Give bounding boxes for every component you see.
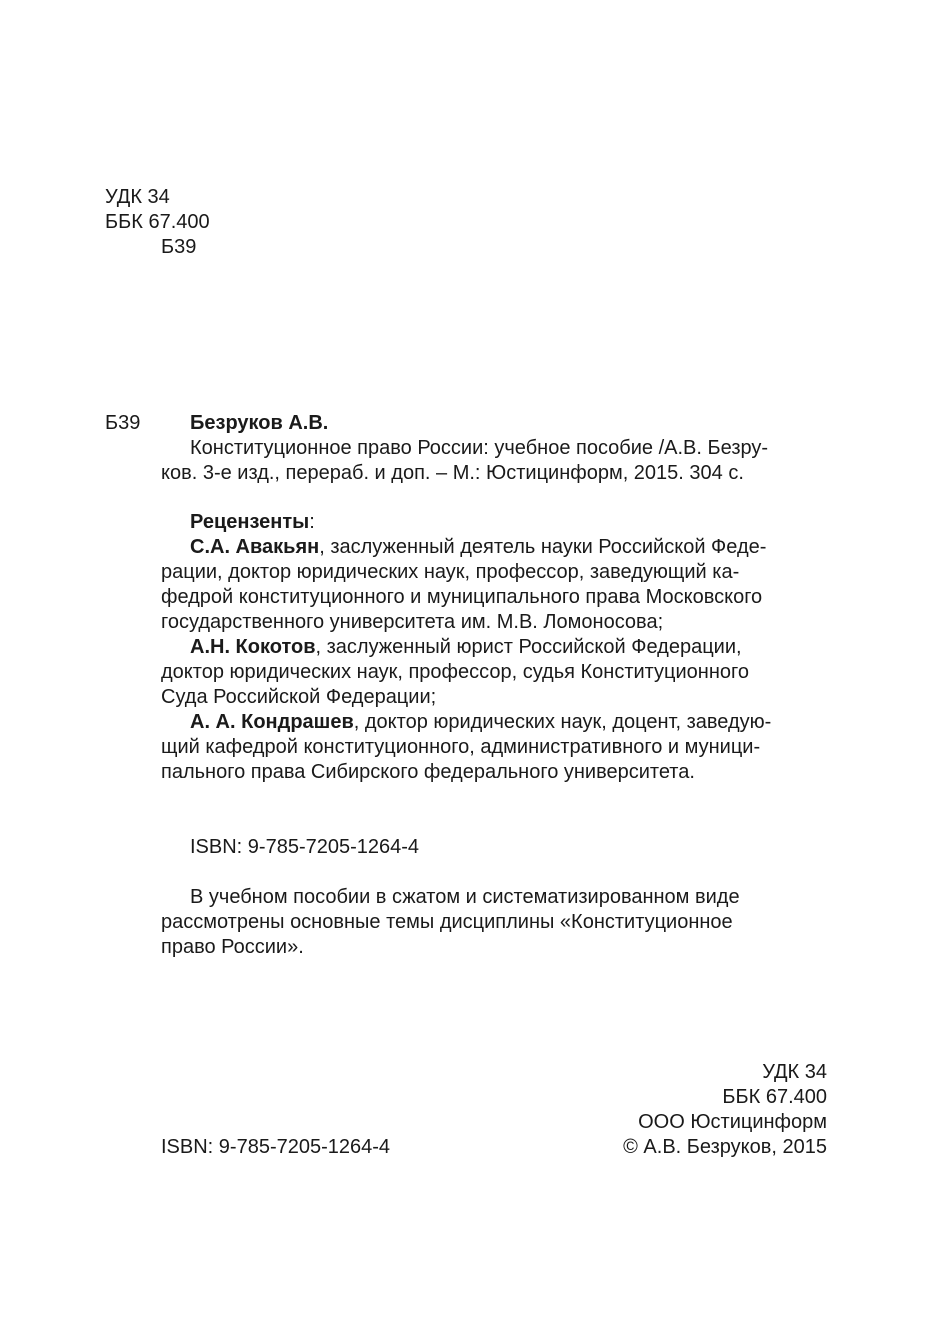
reviewer-line: пального права Сибирского федерального университета. (161, 761, 695, 783)
reviewer-description: , заслуженный юрист Российской Федерации, (315, 636, 742, 658)
annotation (161, 885, 831, 960)
bottom-isbn: ISBN: 9-785-7205-1264-4 (161, 1136, 391, 1158)
entry-author-mark: Б39 (105, 412, 141, 434)
top-author-mark: Б39 (161, 236, 197, 258)
publisher-name: ООО Юстицинформ (638, 1111, 827, 1133)
reviewer-line: доктор юридических наук, профессор, судья Конституционного (161, 661, 749, 683)
bottom-bbk-code: ББК 67.400 (722, 1086, 827, 1108)
reviewer-name: А. А. Кондрашев (190, 711, 354, 733)
reviewer-name: С.А. Авакьян (190, 536, 320, 558)
entry-description-line: Конституционное право России: учебное пособие /А.В. Безру- (190, 437, 769, 459)
annotation-line: право России». (161, 936, 304, 958)
reviewer-description: , заслуженный деятель науки Российской Феде- (319, 536, 767, 558)
reviewer-first-line (161, 710, 831, 735)
reviewers-heading: Рецензенты (190, 511, 310, 533)
bibliographic-entry (161, 411, 831, 486)
top-bbk-code: ББК 67.400 (105, 211, 210, 233)
copyright-line: © А.В. Безруков, 2015 (623, 1136, 827, 1158)
reviewers-heading-colon: : (309, 511, 315, 533)
reviewer-first-line (161, 635, 831, 660)
entry-description-line: ков. 3-е изд., перераб. и доп. – М.: Юстицинформ, 2015. 304 с. (161, 462, 744, 484)
reviewer-line: федрой конституционного и муниципального права Московского (161, 586, 763, 608)
reviewer-line: рации, доктор юридических наук, профессор, заведующий ка- (161, 561, 740, 583)
top-udk-code: УДК 34 (105, 186, 170, 208)
reviewers-heading-line (161, 510, 831, 535)
isbn-line: ISBN: 9-785-7205-1264-4 (190, 836, 420, 858)
reviewers-block (161, 510, 831, 785)
reviewer-first-line (161, 535, 831, 560)
bottom-udk-code: УДК 34 (762, 1061, 827, 1083)
reviewer-line: государственного университета им. М.В. Ломоносова; (161, 611, 664, 633)
reviewer-description: , доктор юридических наук, доцент, заведую- (353, 711, 772, 733)
reviewer-name: А.Н. Кокотов (190, 636, 316, 658)
annotation-line: рассмотрены основные темы дисциплины «Конституционное (161, 911, 733, 933)
entry-author: Безруков А.В. (190, 412, 329, 434)
reviewer-line: Суда Российской Федерации; (161, 686, 437, 708)
annotation-line: В учебном пособии в сжатом и систематизированном виде (190, 886, 740, 908)
reviewer-line: щий кафедрой конституционного, административного и муници- (161, 736, 761, 758)
